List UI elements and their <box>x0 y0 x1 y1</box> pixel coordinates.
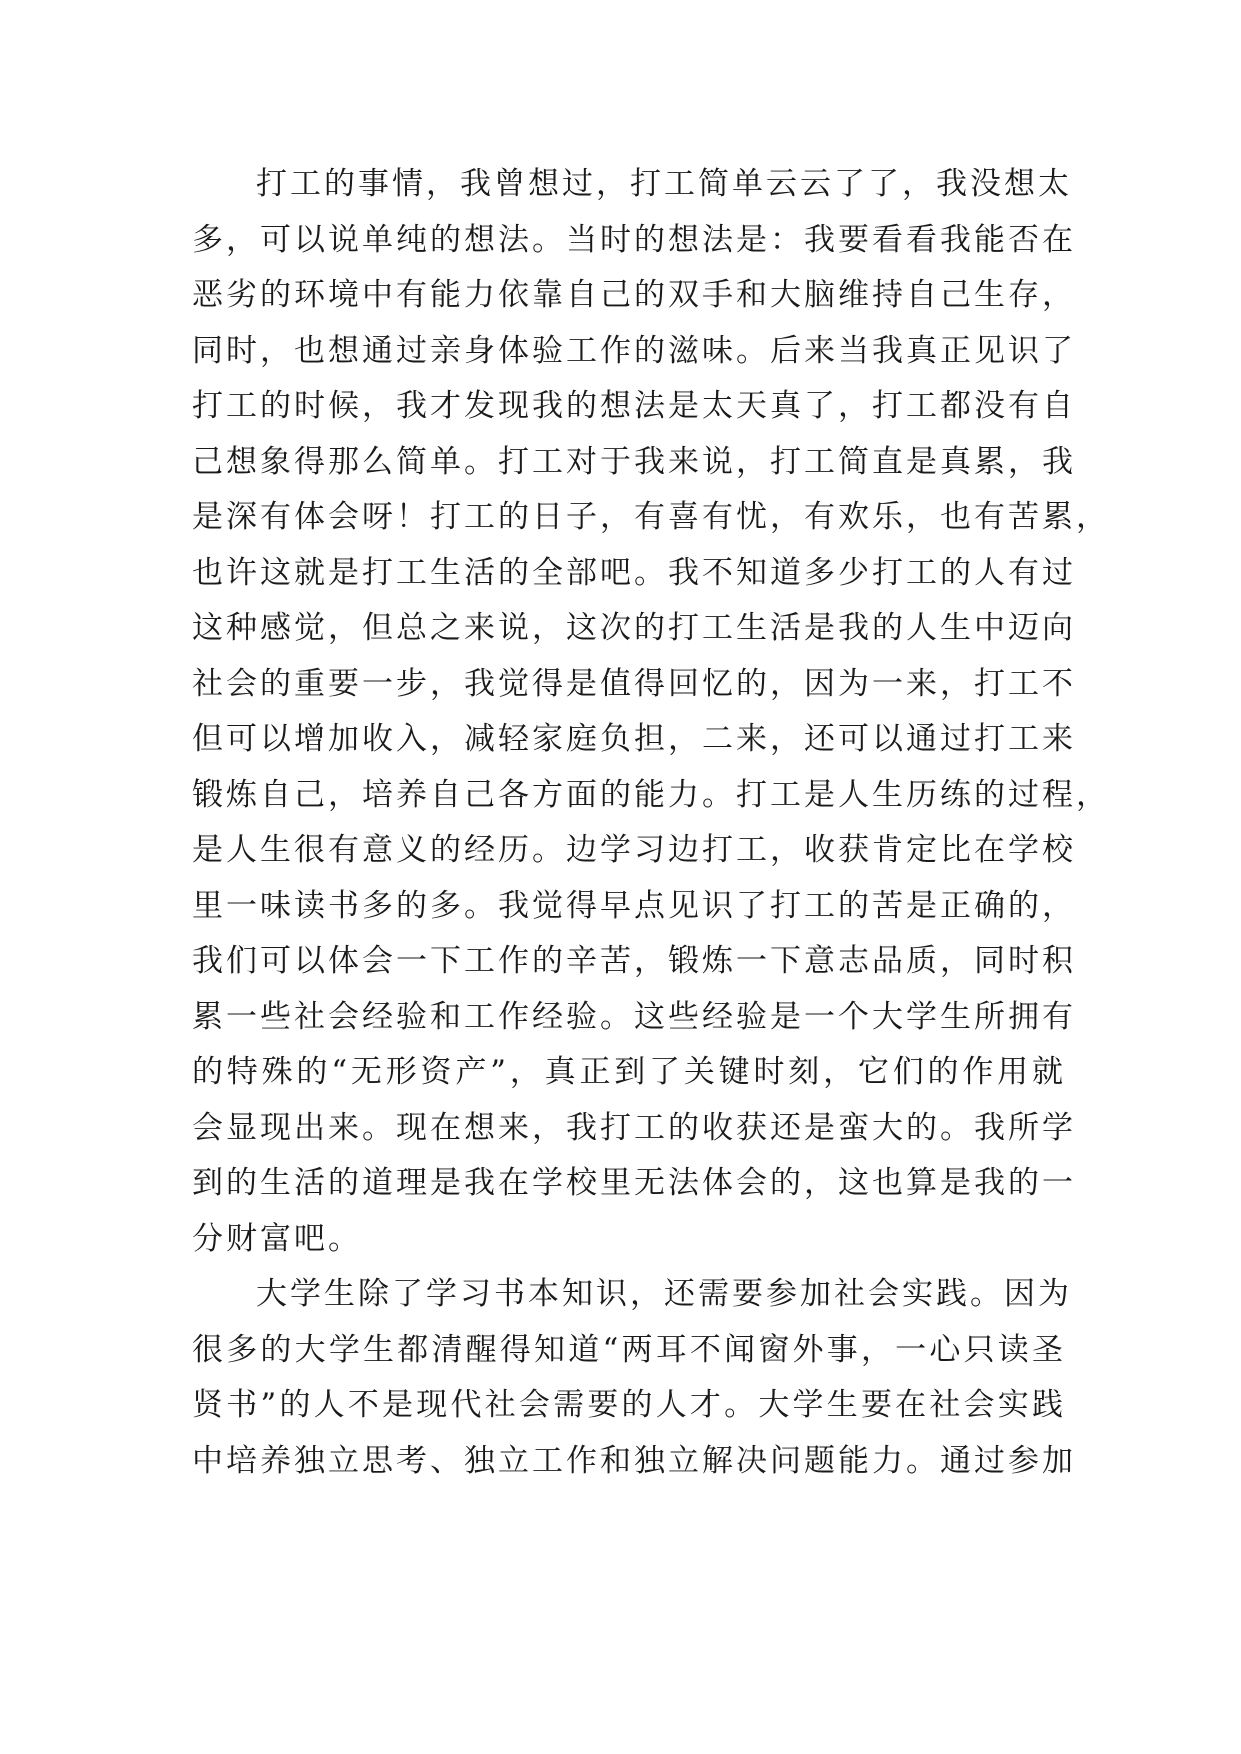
text-line: 会显现出来。现在想来，我打工的收获还是蛮大的。我所学 <box>192 1109 1076 1146</box>
text-line: 中培养独立思考、独立工作和独立解决问题能力。通过参加 <box>192 1442 1076 1479</box>
text-line: 打工的事情，我曾想过，打工简单云云了了，我没想太 <box>256 166 1072 202</box>
text-line: 是深有体会呀！打工的日子，有喜有忧，有欢乐，也有苦累， <box>192 499 1110 535</box>
text-line: 同时，也想通过亲身体验工作的滋味。后来当我真正见识了 <box>192 332 1076 369</box>
text-line: 大学生除了学习书本知识，还需要参加社会实践。因为 <box>256 1276 1072 1312</box>
text-line: 多，可以说单纯的想法。当时的想法是：我要看看我能否在 <box>192 221 1076 258</box>
text-line: 但可以增加收入，减轻家庭负担，二来，还可以通过打工来 <box>192 721 1076 757</box>
paragraph-1 <box>192 157 1110 1267</box>
text-line: 锻炼自己，培养自己各方面的能力。打工是人生历练的过程， <box>192 776 1110 813</box>
text-line: 这种感觉，但总之来说，这次的打工生活是我的人生中迈向 <box>192 610 1076 646</box>
paragraph-2 <box>192 1267 1076 1489</box>
text-line: 恶劣的环境中有能力依靠自己的双手和大脑维持自己生存， <box>192 277 1076 313</box>
text-line: 分财富吧。 <box>192 1220 362 1257</box>
text-line: 贤书”的人不是现代社会需要的人才。大学生要在社会实践 <box>192 1387 1066 1423</box>
text-line: 到的生活的道理是我在学校里无法体会的，这也算是我的一 <box>192 1165 1076 1201</box>
text-line: 里一味读书多的多。我觉得早点见识了打工的苦是正确的， <box>192 887 1076 924</box>
text-line: 己想象得那么简单。打工对于我来说，打工简直是真累，我 <box>192 443 1076 480</box>
text-line: 我们可以体会一下工作的辛苦，锻炼一下意志品质，同时积 <box>192 943 1076 979</box>
text-line: 社会的重要一步，我觉得是值得回忆的，因为一来，打工不 <box>192 665 1076 702</box>
body-text <box>192 157 1110 1489</box>
text-line: 很多的大学生都清醒得知道“两耳不闻窗外事，一心只读圣 <box>192 1331 1066 1368</box>
text-line: 累一些社会经验和工作经验。这些经验是一个大学生所拥有 <box>192 998 1076 1035</box>
text-line: 的特殊的“无形资产”，真正到了关键时刻，它们的作用就 <box>192 1054 1066 1090</box>
text-line: 打工的时候，我才发现我的想法是太天真了，打工都没有自 <box>192 388 1076 424</box>
text-line: 也许这就是打工生活的全部吧。我不知道多少打工的人有过 <box>192 554 1076 591</box>
text-line: 是人生很有意义的经历。边学习边打工，收获肯定比在学校 <box>192 832 1076 868</box>
